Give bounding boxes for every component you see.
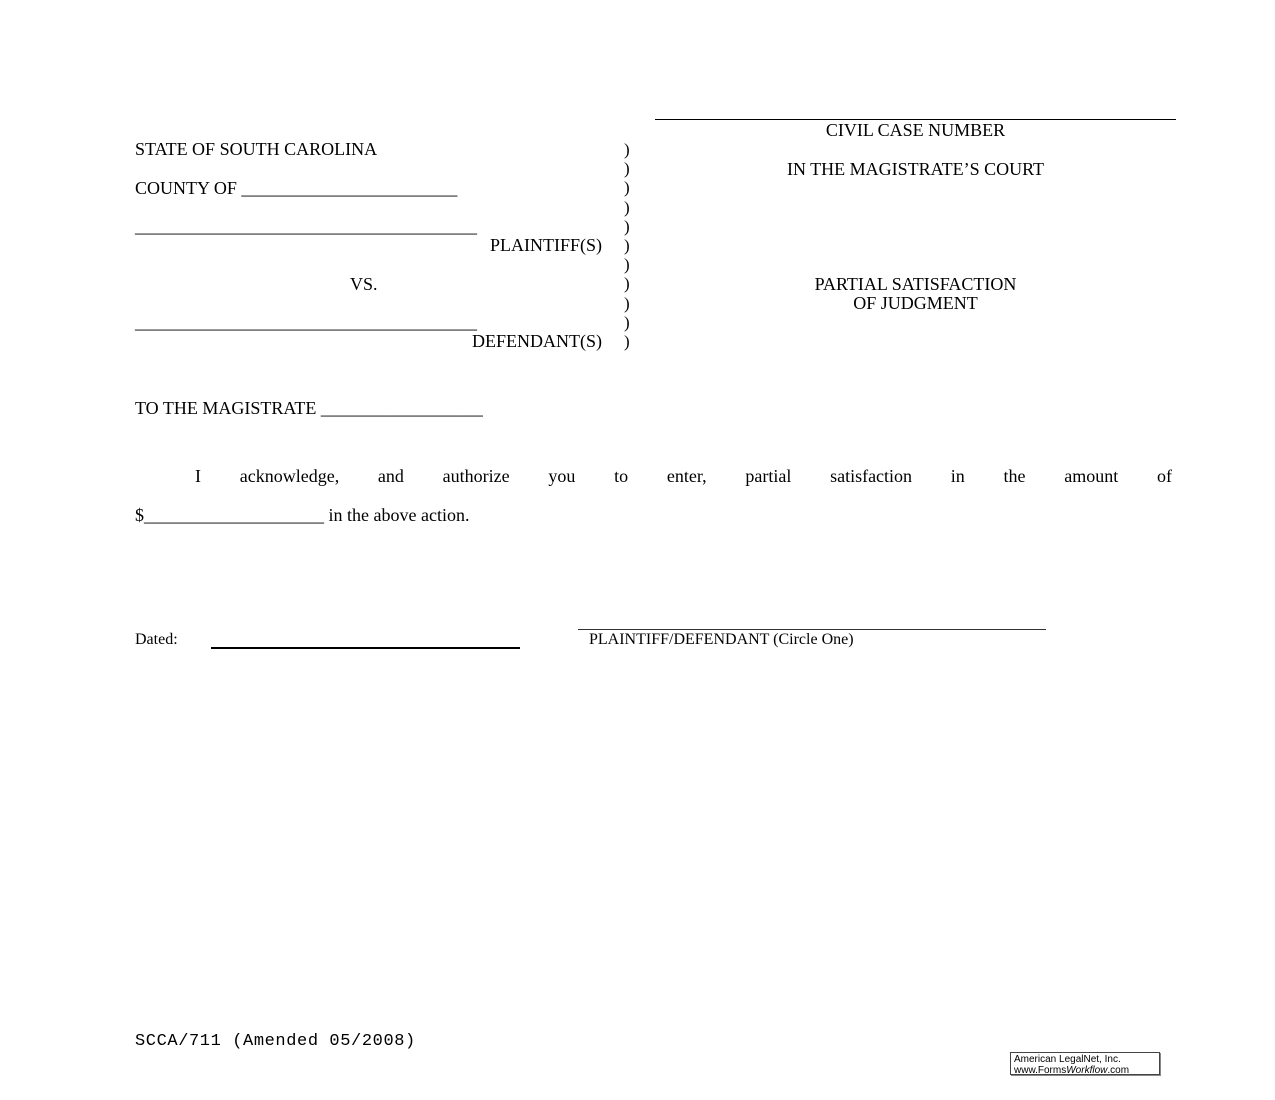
plaintiff-field[interactable]: ______________________________________ <box>135 216 477 236</box>
date-field[interactable] <box>211 647 520 649</box>
case-number-label: CIVIL CASE NUMBER <box>825 120 1006 140</box>
document-title-line2: OF JUDGMENT <box>853 293 978 313</box>
dollar-sign: $ <box>135 505 144 525</box>
county-label <box>135 178 457 198</box>
stamp-line2: www.FormsWorkflow.com <box>1014 1065 1130 1076</box>
caption-parentheses: ) ) ) ) ) ) ) ) ) ) ) <box>624 140 630 352</box>
signature-line[interactable] <box>578 629 1046 630</box>
acknowledgment-suffix: in the above action. <box>328 505 470 525</box>
defendant-field[interactable]: ______________________________________ <box>135 312 477 332</box>
publisher-stamp <box>1010 1052 1160 1075</box>
form-id: SCCA/711 (Amended 05/2008) <box>135 1032 416 1051</box>
state-label: STATE OF SOUTH CAROLINA <box>135 139 378 159</box>
dated-label: Dated: <box>135 631 178 648</box>
party-label: PLAINTIFF/DEFENDANT (Circle One) <box>589 631 854 648</box>
magistrate-name-field[interactable]: __________________ <box>320 398 483 418</box>
to-magistrate-label: TO THE MAGISTRATE <box>135 398 317 418</box>
stamp-line1: American LegalNet, Inc. <box>1014 1054 1121 1065</box>
defendant-label: DEFENDANT(S) <box>472 331 602 351</box>
county-field[interactable]: ________________________ <box>241 178 458 198</box>
county-of-text: COUNTY OF <box>135 178 237 198</box>
acknowledgment-line1: I acknowledge, and authorize you to enter, partial satisfaction in the amount of <box>195 466 1172 486</box>
versus-label: VS. <box>350 274 378 294</box>
plaintiff-label: PLAINTIFF(S) <box>489 235 602 255</box>
amount-field[interactable]: ____________________ <box>144 505 324 525</box>
court-name: IN THE MAGISTRATE’S COURT <box>786 159 1045 179</box>
acknowledgment-line2 <box>135 505 469 525</box>
to-magistrate <box>135 398 483 418</box>
document-title-line1: PARTIAL SATISFACTION <box>814 274 1017 294</box>
